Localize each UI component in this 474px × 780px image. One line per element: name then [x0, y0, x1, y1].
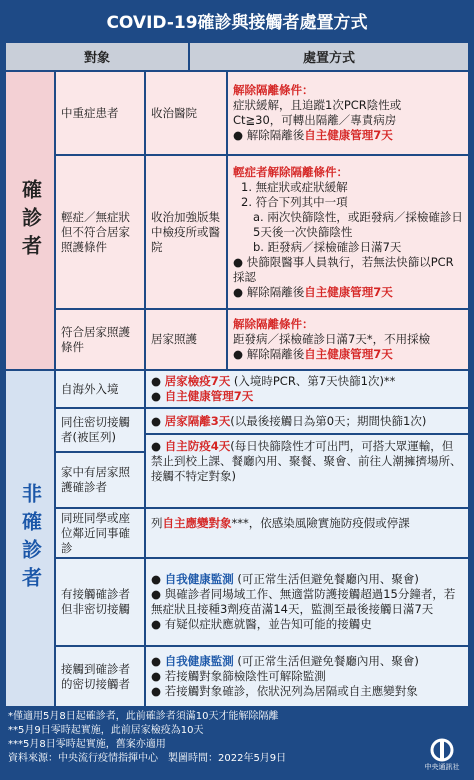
footnotes [8, 710, 408, 766]
header-target: 對象 [6, 43, 188, 70]
confirmed-row1-place: 收治醫院 [146, 72, 226, 154]
confirmed-row1-target: 中重症患者 [56, 72, 144, 154]
footnote-2: **5月9日零時起實施，此前居家檢疫為10天 [8, 725, 204, 736]
non-confirmed-row2-method: ● 居家隔離3天(以最後接觸日為第0天；期間快篩1次) [146, 409, 468, 433]
non-confirmed-row3-method: ● 自主防疫4天(每日快篩陰性才可出門，可搭大眾運輸，但禁止到校上課、餐廳內用、聚餐、聚會、前往人潮擁擠場所、接觸不特定對象) [146, 435, 468, 507]
page-title: COVID-19確診與接觸者處置方式 [0, 0, 474, 40]
footnote-source: 資料來源：中央流行疫情指揮中心 製圖時間：2022年5月9日 [8, 753, 287, 764]
non-confirmed-row4-target: 同班同學或座位鄰近同事確診 [56, 509, 144, 557]
non-confirmed-row4-method: 列自主應變對象***，依感染風險實施防疫假或停課 [146, 509, 468, 557]
non-confirmed-row1-method: ● 居家檢疫7天 (入境時PCR、第7天快篩1次)** ● 自主健康管理7天 [146, 371, 468, 407]
confirmed-row3-method: 解除隔離條件： 距發病／採檢確診日滿7天*，不用採檢 ● 解除隔離後自主健康管理7天 [228, 310, 468, 369]
non-confirmed-row5-method: ● 自我健康監測 (可正常生活但避免餐廳內用、聚會) ● 與確診者同場域工作、無適當防護接觸超過15分鐘者，若無症狀且接種3劑疫苗滿14天，監測至最後接觸日滿7天 ● 有疑似症狀應就醫，並告知可能的接觸史 [146, 559, 468, 645]
header-method: 處置方式 [190, 43, 468, 70]
confirmed-row1-method: 解除隔離條件： 症狀緩解，且追蹤1次PCR陰性或 Ct≧30，可轉出隔離／專責病房 ● 解除隔離後自主健康管理7天 [228, 72, 468, 154]
non-confirmed-row6-target: 接觸到確診者的密切接觸者 [56, 647, 144, 706]
logo-text: 中央通訊社 [424, 763, 460, 771]
confirmed-row3-place: 居家照護 [146, 310, 226, 369]
confirmed-row2-method: 輕症者解除隔離條件： 1. 無症狀或症狀緩解 2. 符合下列其中一項 a. 兩次快篩陰性，或距發病／採檢確診日5天後一次快篩陰性 b. 距發病／採檢確診日滿7天 ● 快篩限醫事人員執行，若無法快篩以PCR採認 ● 解除隔離後自主健康管理7天 [228, 156, 468, 308]
non-confirmed-category-label: 非確診者 [6, 371, 54, 706]
footnote-1: *僅適用5月8日起確診者，此前確診者須滿10天才能解除隔離 [8, 711, 279, 722]
non-confirmed-row1-target: 自海外入境 [56, 371, 144, 407]
cna-logo-icon [428, 738, 456, 762]
confirmed-row2-place: 收治加強版集中檢疫所或醫院 [146, 156, 226, 308]
non-confirmed-row5-target: 有接觸確診者但非密切接觸 [56, 559, 144, 645]
non-confirmed-row2-target: 同住密切接觸者(被匡列) [56, 409, 144, 451]
confirmed-row3-target: 符合居家照護條件 [56, 310, 144, 369]
confirmed-category-label: 確診者 [6, 72, 54, 369]
footnote-3: ***5月8日零時起實施，舊案亦適用 [8, 739, 166, 750]
cna-logo [420, 738, 464, 774]
confirmed-row2-target: 輕症／無症狀但不符合居家照護條件 [56, 156, 144, 308]
non-confirmed-row3-target: 家中有居家照護確診者 [56, 453, 144, 507]
non-confirmed-row6-method: ● 自我健康監測 (可正常生活但避免餐廳內用、聚會) ● 若接觸對象篩檢陰性可解除監測 ● 若接觸對象確診，依狀況列為居隔或自主應變對象 [146, 647, 468, 706]
